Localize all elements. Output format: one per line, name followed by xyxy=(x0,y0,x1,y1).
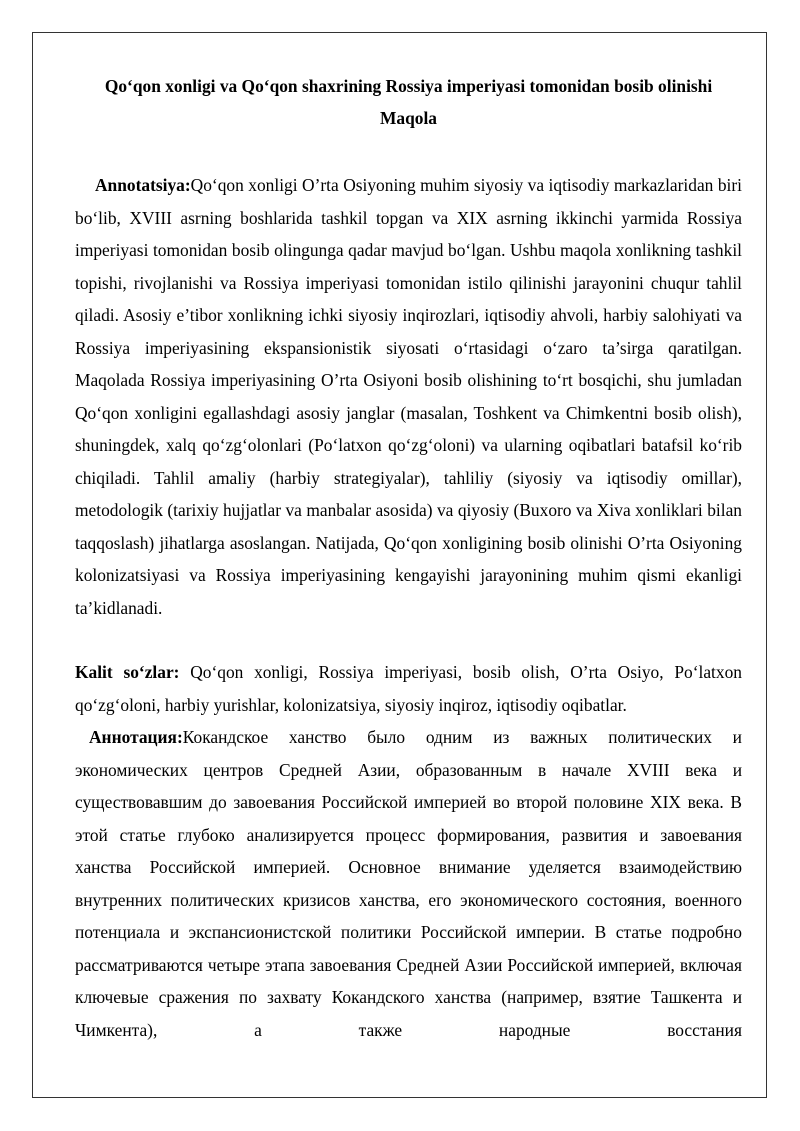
keywords-uz-text: Qo‘qon xonligi, Rossiya imperiyasi, bosib olish, O’rta Osiyo, Po‘latxon qo‘zg‘oloni, harbiy yurishlar, kolonizatsiya, siyosiy inqiroz, iqtisodiy oqibatlar. xyxy=(75,662,742,715)
article-title: Qo‘qon xonligi va Qo‘qon shaxrining Rossiya imperiyasi tomonidan bosib olinishi xyxy=(104,76,713,96)
abstract-ru-label: Аннотация: xyxy=(89,727,183,747)
article-type-label: Maqola xyxy=(379,108,437,128)
abstract-ru xyxy=(75,721,742,1046)
abstract-uz-label: Annotatsiya: xyxy=(95,175,191,195)
abstract-uz xyxy=(75,169,742,624)
abstract-ru-text: Кокандское ханство было одним из важных политических и экономических центров Средней Азии, образованным в начале XVIII века и существовавшим до завоевания Российской империей во второй половине XIX века. В этой статье глубоко анализируется процесс формирования, развития и завоевания ханства Российской империей. Основное внимание уделяется взаимодействию внутренних политических кризисов ханства, его экономического состояния, военного потенциала и экспансионистской политики Российской империи. В статье подробно рассматриваются четыре этапа завоевания Средней Азии Российской империей, включая ключевые сражения по захвату Кокандского ханства (например, взятие Ташкента и Чимкента), а также народные восстания xyxy=(75,727,742,1040)
keywords-uz-label: Kalit so‘zlar: xyxy=(75,662,180,682)
abstract-uz-text: Qo‘qon xonligi O’rta Osiyoning muhim siyosiy va iqtisodiy markazlaridan biri bo‘lib, XVIII asrning boshlarida tashkil topgan va XIX asrning ikkinchi yarmida Rossiya imperiyasi tomonidan bosib olingunga qadar mavjud bo‘lgan. Ushbu maqola xonlikning tashkil topishi, rivojlanishi va Rossiya imperiyasi tomonidan istilo qilinishi jarayonini chuqur tahlil qiladi. Asosiy e’tibor xonlikning ichki siyosiy inqirozlari, iqtisodiy ahvoli, harbiy salohiyati va Rossiya imperiyasining ekspansionistik siyosati o‘rtasidagi o‘zaro ta’sirga qaratilgan. Maqolada Rossiya imperiyasining O’rta Osiyoni bosib olishining to‘rt bosqichi, shu jumladan Qo‘qon xonligini egallashdagi asosiy janglar (masalan, Toshkent va Chimkentni bosib olish), shuningdek, xalq qo‘zg‘olonlari (Po‘latxon qo‘zg‘oloni) va ularning oqibatlari batafsil ko‘rib chiqiladi. Tahlil amaliy (harbiy strategiyalar), tahliliy (siyosiy va iqtisodiy omillar), metodologik (tarixiy hujjatlar va manbalar asosida) va qiyosiy (Buxoro va Xiva xonliklari bilan taqqoslash) jihatlarga asoslangan. Natijada, Qo‘qon xonligining bosib olinishi O’rta Osiyoning kolonizatsiyasi va Rossiya imperiyasining kengayishi jarayonining muhim qismi ekanligi ta’kidlanadi. xyxy=(75,175,742,618)
keywords-uz xyxy=(75,656,742,721)
